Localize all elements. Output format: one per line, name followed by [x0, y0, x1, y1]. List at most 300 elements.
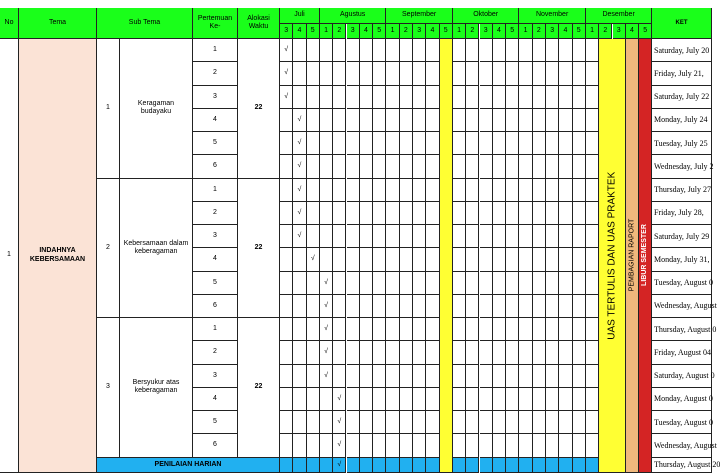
week-cell — [466, 365, 479, 388]
week-cell — [533, 341, 546, 364]
week-cell — [480, 86, 493, 109]
september-week5-column — [440, 39, 453, 473]
week-cell — [480, 341, 493, 364]
week-cell — [546, 318, 559, 341]
week-cell — [333, 202, 346, 225]
week-cell — [320, 62, 333, 85]
week-cell — [360, 318, 373, 341]
week-cell — [333, 341, 346, 364]
week-cell — [586, 109, 599, 132]
week-cell — [466, 202, 479, 225]
week-cell — [559, 109, 572, 132]
week-cell — [453, 132, 466, 155]
week-cell — [293, 295, 306, 318]
week-cell — [546, 109, 559, 132]
week-cell — [506, 411, 519, 434]
week-cell — [386, 155, 399, 178]
week-cell — [506, 202, 519, 225]
week-cell — [453, 202, 466, 225]
week-cell — [506, 248, 519, 271]
week-cell — [413, 109, 426, 132]
week-cell — [413, 86, 426, 109]
week-cell — [360, 434, 373, 457]
week-cell — [280, 434, 293, 457]
week-cell — [519, 388, 532, 411]
week-cell — [347, 202, 360, 225]
week-cell — [386, 179, 399, 202]
week-cell — [373, 179, 386, 202]
week-cell — [400, 62, 413, 85]
week-cell — [307, 39, 320, 62]
week-cell — [559, 388, 572, 411]
week-cell — [573, 39, 586, 62]
week-cell — [360, 411, 373, 434]
week-cell — [493, 132, 506, 155]
week-cell — [280, 341, 293, 364]
week-cell — [533, 225, 546, 248]
libur-semester-label: LIBUR SEMESTER — [641, 224, 649, 287]
header-tema: Tema — [19, 8, 97, 39]
week-cell — [559, 202, 572, 225]
week-cell — [559, 179, 572, 202]
week-cell — [493, 109, 506, 132]
week-cell — [426, 434, 439, 457]
week-cell — [386, 225, 399, 248]
week-cell — [320, 411, 333, 434]
week-cell — [347, 86, 360, 109]
date-cell: Monday, July 24 — [652, 109, 712, 132]
week-cell — [453, 62, 466, 85]
pertemuan-number: 6 — [193, 155, 238, 178]
week-number: 5 — [307, 24, 320, 39]
week-cell — [307, 179, 320, 202]
week-cell — [466, 411, 479, 434]
week-cell — [373, 155, 386, 178]
week-cell — [533, 39, 546, 62]
week-cell — [413, 179, 426, 202]
alokasi-waktu: 22 — [238, 179, 280, 319]
week-cell — [413, 132, 426, 155]
week-cell — [453, 411, 466, 434]
week-cell — [386, 295, 399, 318]
week-cell — [386, 341, 399, 364]
week-cell — [400, 318, 413, 341]
week-cell — [586, 179, 599, 202]
week-cell — [586, 248, 599, 271]
week-cell — [533, 155, 546, 178]
week-cell — [413, 434, 426, 457]
week-cell — [413, 295, 426, 318]
week-cell — [480, 202, 493, 225]
week-cell — [280, 411, 293, 434]
week-cell — [426, 295, 439, 318]
week-cell — [373, 109, 386, 132]
week-cell — [573, 86, 586, 109]
subtema-name: Keragaman budayaku — [120, 39, 193, 179]
month-header: Agustus — [320, 8, 387, 24]
header-alokasi: Alokasi Waktu — [238, 8, 280, 39]
week-number: 1 — [320, 24, 333, 39]
check-mark: √ — [307, 248, 320, 271]
week-cell — [400, 132, 413, 155]
week-cell — [280, 248, 293, 271]
week-cell — [559, 248, 572, 271]
week-cell — [546, 295, 559, 318]
week-cell — [546, 132, 559, 155]
week-number: 2 — [466, 24, 479, 39]
week-cell — [333, 318, 346, 341]
week-number: 5 — [573, 24, 586, 39]
week-cell — [493, 434, 506, 457]
week-cell — [453, 341, 466, 364]
week-cell — [519, 179, 532, 202]
date-cell: Monday, August 0 — [652, 388, 712, 411]
week-cell — [466, 225, 479, 248]
week-cell — [293, 365, 306, 388]
pertemuan-number: 6 — [193, 434, 238, 457]
week-cell — [480, 434, 493, 457]
week-cell — [413, 318, 426, 341]
week-cell — [573, 388, 586, 411]
week-cell — [480, 248, 493, 271]
week-cell — [320, 202, 333, 225]
week-cell — [519, 458, 532, 473]
uas-label: UAS TERTULIS DAN UAS PRAKTEK — [606, 171, 618, 340]
header-subtema: Sub Tema — [97, 8, 193, 39]
week-cell — [333, 248, 346, 271]
week-cell — [386, 202, 399, 225]
week-cell — [307, 318, 320, 341]
week-cell — [546, 388, 559, 411]
week-cell — [453, 272, 466, 295]
pertemuan-number: 5 — [193, 272, 238, 295]
week-cell — [280, 155, 293, 178]
week-cell — [506, 179, 519, 202]
date-cell: Monday, July 31, — [652, 248, 712, 271]
subtema-number: 1 — [97, 39, 120, 179]
week-cell — [480, 295, 493, 318]
week-number: 5 — [506, 24, 519, 39]
week-cell — [493, 295, 506, 318]
check-mark: √ — [320, 272, 333, 295]
week-cell — [386, 62, 399, 85]
pertemuan-number: 3 — [193, 365, 238, 388]
week-cell — [320, 155, 333, 178]
pertemuan-number: 6 — [193, 295, 238, 318]
penilaian-harian-label: PENILAIAN HARIAN — [97, 458, 280, 473]
week-cell — [586, 272, 599, 295]
week-cell — [506, 434, 519, 457]
week-cell — [426, 202, 439, 225]
check-mark: √ — [280, 39, 293, 62]
week-cell — [546, 39, 559, 62]
week-cell — [413, 62, 426, 85]
week-number: 3 — [280, 24, 293, 39]
week-cell — [347, 248, 360, 271]
week-cell — [480, 411, 493, 434]
pertemuan-number: 5 — [193, 132, 238, 155]
week-cell — [480, 365, 493, 388]
subtema-name: Bersyukur atas keberagaman — [120, 318, 193, 458]
week-cell — [493, 458, 506, 473]
month-header: Juli — [280, 8, 320, 24]
week-cell — [360, 388, 373, 411]
week-cell — [400, 248, 413, 271]
week-cell — [426, 365, 439, 388]
week-cell — [506, 155, 519, 178]
week-cell — [480, 318, 493, 341]
week-cell — [373, 458, 386, 473]
week-cell — [373, 365, 386, 388]
date-cell: Friday, July 28, — [652, 202, 712, 225]
week-cell — [506, 388, 519, 411]
week-cell — [347, 272, 360, 295]
week-cell — [533, 434, 546, 457]
week-cell — [347, 458, 360, 473]
check-mark: √ — [333, 434, 346, 457]
week-cell — [373, 132, 386, 155]
week-cell — [466, 341, 479, 364]
week-cell — [573, 365, 586, 388]
check-mark: √ — [293, 202, 306, 225]
week-cell — [559, 132, 572, 155]
week-cell — [546, 179, 559, 202]
week-cell — [400, 434, 413, 457]
week-cell — [480, 272, 493, 295]
week-cell — [506, 341, 519, 364]
week-cell — [546, 62, 559, 85]
week-cell — [360, 248, 373, 271]
month-header: Oktober — [453, 8, 520, 24]
week-cell — [400, 202, 413, 225]
week-cell — [559, 295, 572, 318]
week-cell — [533, 132, 546, 155]
week-cell — [533, 248, 546, 271]
week-cell — [546, 225, 559, 248]
date-cell: Thursday, August 0 — [652, 318, 712, 341]
week-cell — [386, 411, 399, 434]
week-cell — [426, 86, 439, 109]
week-cell — [519, 62, 532, 85]
week-number: 3 — [347, 24, 360, 39]
week-cell — [493, 248, 506, 271]
week-cell — [280, 365, 293, 388]
week-cell — [386, 109, 399, 132]
week-cell — [413, 202, 426, 225]
week-cell — [453, 318, 466, 341]
week-cell — [386, 388, 399, 411]
week-cell — [519, 109, 532, 132]
week-cell — [519, 295, 532, 318]
week-cell — [347, 155, 360, 178]
week-cell — [519, 248, 532, 271]
week-cell — [360, 341, 373, 364]
week-cell — [333, 155, 346, 178]
week-cell — [373, 86, 386, 109]
week-cell — [360, 179, 373, 202]
week-cell — [373, 248, 386, 271]
week-cell — [493, 39, 506, 62]
week-cell — [400, 341, 413, 364]
week-cell — [307, 434, 320, 457]
week-cell — [386, 318, 399, 341]
week-cell — [426, 458, 439, 473]
week-cell — [533, 202, 546, 225]
week-cell — [293, 39, 306, 62]
week-cell — [400, 365, 413, 388]
week-cell — [360, 225, 373, 248]
libur-semester-column — [639, 39, 652, 473]
week-cell — [573, 202, 586, 225]
week-cell — [413, 272, 426, 295]
week-cell — [519, 341, 532, 364]
week-cell — [360, 295, 373, 318]
week-cell — [586, 132, 599, 155]
tema-name: INDAHNYA KEBERSAMAAN — [19, 39, 97, 473]
week-cell — [400, 295, 413, 318]
subtema-name: Kebersamaan dalam keberagaman — [120, 179, 193, 319]
week-cell — [386, 248, 399, 271]
week-cell — [533, 318, 546, 341]
week-cell — [280, 272, 293, 295]
week-cell — [559, 365, 572, 388]
month-header: Desember — [586, 8, 653, 24]
week-cell — [360, 272, 373, 295]
pertemuan-number: 2 — [193, 202, 238, 225]
week-cell — [413, 155, 426, 178]
week-cell — [586, 388, 599, 411]
week-cell — [426, 248, 439, 271]
week-number: 5 — [373, 24, 386, 39]
week-cell — [573, 248, 586, 271]
week-cell — [413, 341, 426, 364]
week-cell — [320, 86, 333, 109]
week-cell — [400, 155, 413, 178]
week-cell — [413, 365, 426, 388]
week-cell — [293, 411, 306, 434]
week-cell — [426, 132, 439, 155]
week-cell — [559, 411, 572, 434]
week-cell — [320, 388, 333, 411]
week-cell — [493, 179, 506, 202]
week-cell — [466, 272, 479, 295]
week-cell — [400, 458, 413, 473]
week-cell — [480, 155, 493, 178]
week-cell — [573, 62, 586, 85]
week-cell — [493, 318, 506, 341]
week-cell — [519, 434, 532, 457]
pembagian-raport-column — [626, 39, 639, 473]
week-cell — [506, 39, 519, 62]
week-cell — [320, 225, 333, 248]
week-cell — [559, 225, 572, 248]
week-cell — [293, 318, 306, 341]
week-cell — [360, 202, 373, 225]
date-cell: Saturday, July 20 — [652, 39, 712, 62]
week-cell — [333, 225, 346, 248]
week-cell — [280, 388, 293, 411]
week-cell — [426, 39, 439, 62]
week-cell — [480, 109, 493, 132]
week-cell — [573, 155, 586, 178]
week-cell — [533, 365, 546, 388]
week-cell — [360, 62, 373, 85]
check-mark: √ — [320, 365, 333, 388]
week-cell — [453, 434, 466, 457]
week-cell — [347, 434, 360, 457]
week-number: 4 — [293, 24, 306, 39]
week-cell — [360, 109, 373, 132]
date-cell: Thursday, August 20 — [652, 458, 712, 473]
week-cell — [280, 179, 293, 202]
week-number: 5 — [639, 24, 652, 39]
week-cell — [559, 458, 572, 473]
week-cell — [400, 225, 413, 248]
week-cell — [466, 39, 479, 62]
week-cell — [453, 388, 466, 411]
pembagian-raport-label: PEMBAGIAN RAPORT — [627, 219, 635, 292]
week-cell — [586, 434, 599, 457]
week-cell — [333, 179, 346, 202]
week-cell — [466, 458, 479, 473]
week-cell — [307, 62, 320, 85]
week-cell — [400, 86, 413, 109]
week-cell — [320, 458, 333, 473]
week-cell — [333, 39, 346, 62]
week-cell — [480, 62, 493, 85]
week-cell — [586, 225, 599, 248]
check-mark: √ — [333, 388, 346, 411]
week-cell — [426, 272, 439, 295]
week-number: 5 — [440, 24, 453, 39]
week-cell — [533, 458, 546, 473]
week-cell — [453, 155, 466, 178]
week-cell — [333, 132, 346, 155]
header-ket: KET — [652, 8, 712, 39]
tema-number: 1 — [0, 39, 19, 473]
week-cell — [559, 155, 572, 178]
week-cell — [280, 318, 293, 341]
week-cell — [280, 225, 293, 248]
week-number: 2 — [533, 24, 546, 39]
week-cell — [466, 318, 479, 341]
week-cell — [480, 179, 493, 202]
pertemuan-number: 4 — [193, 109, 238, 132]
week-cell — [333, 272, 346, 295]
pertemuan-number: 3 — [193, 225, 238, 248]
week-cell — [400, 388, 413, 411]
week-cell — [480, 132, 493, 155]
week-cell — [573, 132, 586, 155]
week-cell — [453, 365, 466, 388]
week-cell — [386, 458, 399, 473]
week-cell — [533, 388, 546, 411]
week-cell — [320, 434, 333, 457]
week-number: 3 — [480, 24, 493, 39]
week-cell — [506, 225, 519, 248]
week-cell — [493, 155, 506, 178]
week-cell — [586, 295, 599, 318]
week-cell — [586, 365, 599, 388]
week-cell — [493, 202, 506, 225]
pertemuan-number: 1 — [193, 39, 238, 62]
week-cell — [280, 109, 293, 132]
week-cell — [347, 225, 360, 248]
week-cell — [307, 225, 320, 248]
week-cell — [307, 388, 320, 411]
week-cell — [333, 295, 346, 318]
date-cell: Saturday, July 22 — [652, 86, 712, 109]
